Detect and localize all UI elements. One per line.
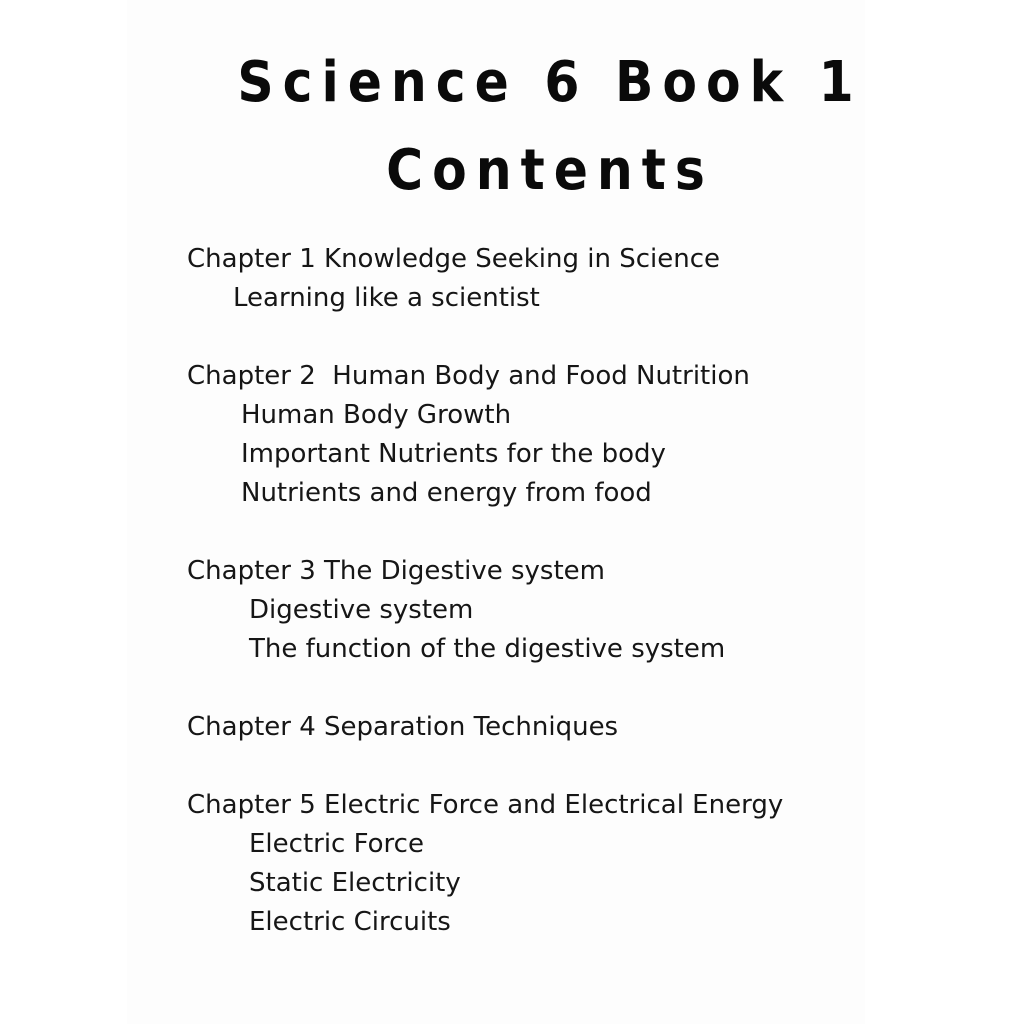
section-item: Electric Force (249, 829, 424, 859)
section-item: Digestive system (249, 595, 474, 625)
chapter-title: Chapter 2 Human Body and Food Nutrition (187, 361, 750, 391)
section-item: The function of the digestive system (249, 634, 726, 664)
chapter-title: Chapter 3 The Digestive system (187, 556, 605, 586)
section-item: Learning like a scientist (233, 283, 540, 313)
section-item: Human Body Growth (241, 400, 512, 430)
contents-heading: Contents (386, 138, 714, 203)
chapter-title: Chapter 1 Knowledge Seeking in Science (187, 244, 720, 274)
chapter-1 (187, 240, 887, 318)
chapter-title: Chapter 5 Electric Force and Electrical Energy (187, 790, 784, 820)
table-of-contents (187, 240, 887, 981)
chapter-3 (187, 552, 887, 669)
chapter-5 (187, 786, 887, 942)
book-title: Science 6 Book 1 (237, 50, 863, 115)
chapter-title: Chapter 4 Separation Techniques (187, 712, 619, 742)
section-item: Electric Circuits (249, 907, 451, 937)
section-item: Static Electricity (249, 868, 461, 898)
section-item: Important Nutrients for the body (241, 439, 666, 469)
chapter-2 (187, 357, 887, 513)
chapter-4 (187, 708, 887, 747)
section-item: Nutrients and energy from food (241, 478, 652, 508)
